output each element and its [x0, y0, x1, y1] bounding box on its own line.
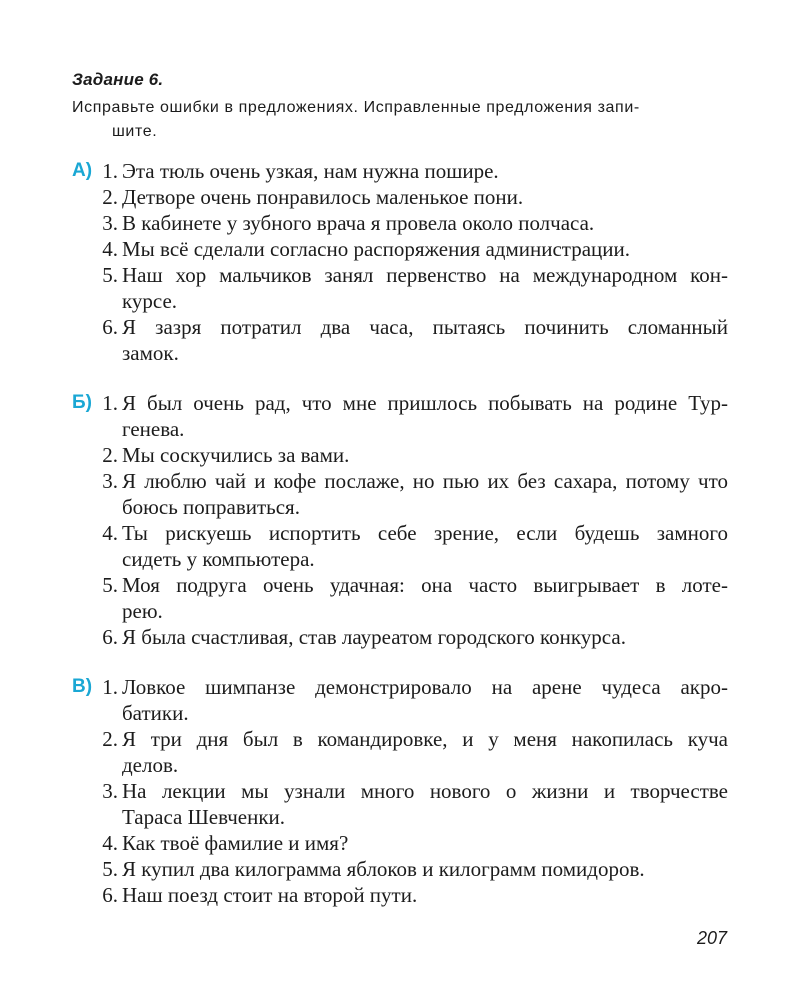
item-text: Мы всё сделали согласно распоряжения администрации. [122, 237, 630, 261]
item-text-line: Я был очень рад, что мне пришлось побывать на родине Тур- [122, 391, 728, 415]
item-number: 3. [102, 469, 118, 493]
item-number: 5. [102, 263, 118, 287]
item-text-line: рею. [122, 599, 163, 623]
item-text-line: На лекции мы узнали много нового о жизни и творчестве [122, 779, 728, 803]
item-text-line: Ловкое шимпанзе демонстрировало на арене чудеса акро- [122, 675, 728, 699]
item-number: 4. [102, 237, 118, 261]
item-number: 1. [102, 391, 118, 415]
item-text: Детворе очень понравилось маленькое пони. [122, 185, 524, 209]
list-item [96, 184, 728, 210]
item-number: 5. [102, 857, 118, 881]
item-text: Я купил два килограмма яблоков и килограмм помидоров. [122, 857, 645, 881]
item-number: 3. [102, 779, 118, 803]
section-label: Б) [72, 392, 92, 413]
item-text-line: Тараса Шевченки. [122, 805, 286, 829]
item-text: Мы соскучились за вами. [122, 443, 350, 467]
item-number: 1. [102, 675, 118, 699]
item-text-line: Я люблю чай и кофе послаже, но пью их без сахара, потому что [122, 469, 728, 493]
item-number: 6. [102, 315, 118, 339]
task-instruction [72, 96, 732, 144]
instruction-line-1: Исправьте ошибки в предложениях. Исправленные предложения запи- [72, 99, 640, 116]
item-text-line: замок. [122, 341, 179, 365]
list-item [96, 158, 728, 184]
list-item [96, 236, 728, 262]
item-text: Как твоё фамилие и имя? [122, 831, 349, 855]
list-item [96, 856, 728, 882]
list-item [96, 572, 728, 624]
item-number: 2. [102, 727, 118, 751]
item-text-line: Я зазря потратил два часа, пытаясь починить сломанный [122, 315, 728, 339]
item-number: 4. [102, 831, 118, 855]
item-text-line: сидеть у компьютера. [122, 547, 315, 571]
item-text: Я была счастливая, став лауреатом городского конкурса. [122, 625, 626, 649]
section-label: В) [72, 676, 93, 697]
item-text: Наш поезд стоит на второй пути. [122, 883, 418, 907]
item-text-line: делов. [122, 753, 179, 777]
list-item [96, 442, 728, 468]
task-title: Задание 6. [72, 70, 164, 89]
list-item [96, 210, 728, 236]
item-number: 4. [102, 521, 118, 545]
item-number: 1. [102, 159, 118, 183]
list-item [96, 726, 728, 778]
item-number: 5. [102, 573, 118, 597]
list-item [96, 314, 728, 366]
list-item [96, 778, 728, 830]
item-text-line: Наш хор мальчиков занял первенство на международном кон- [122, 263, 728, 287]
item-text: Эта тюль очень узкая, нам нужна пошире. [122, 159, 499, 183]
list-item [96, 882, 728, 908]
item-text: В кабинете у зубного врача я провела около полчаса. [122, 211, 595, 235]
item-number: 3. [102, 211, 118, 235]
list-item [96, 830, 728, 856]
item-text-line: генева. [122, 417, 185, 441]
item-number: 2. [102, 443, 118, 467]
list-item [96, 262, 728, 314]
item-number: 6. [102, 625, 118, 649]
item-text-line: боюсь поправиться. [122, 495, 300, 519]
item-text-line: Я три дня был в командировке, и у меня накопилась куча [122, 727, 728, 751]
item-number: 2. [102, 185, 118, 209]
list-item [96, 468, 728, 520]
item-text-line: батики. [122, 701, 189, 725]
list-item [96, 624, 728, 650]
list-item [96, 390, 728, 442]
section-label: А) [72, 160, 93, 181]
list-item [96, 520, 728, 572]
item-text-line: курсе. [122, 289, 178, 313]
item-number: 6. [102, 883, 118, 907]
instruction-line-2: шите. [112, 123, 158, 140]
page-number: 207 [696, 928, 727, 948]
item-text-line: Моя подруга очень удачная: она часто выигрывает в лоте- [122, 573, 728, 597]
list-item [96, 674, 728, 726]
item-text-line: Ты рискуешь испортить себе зрение, если будешь замного [122, 521, 728, 545]
